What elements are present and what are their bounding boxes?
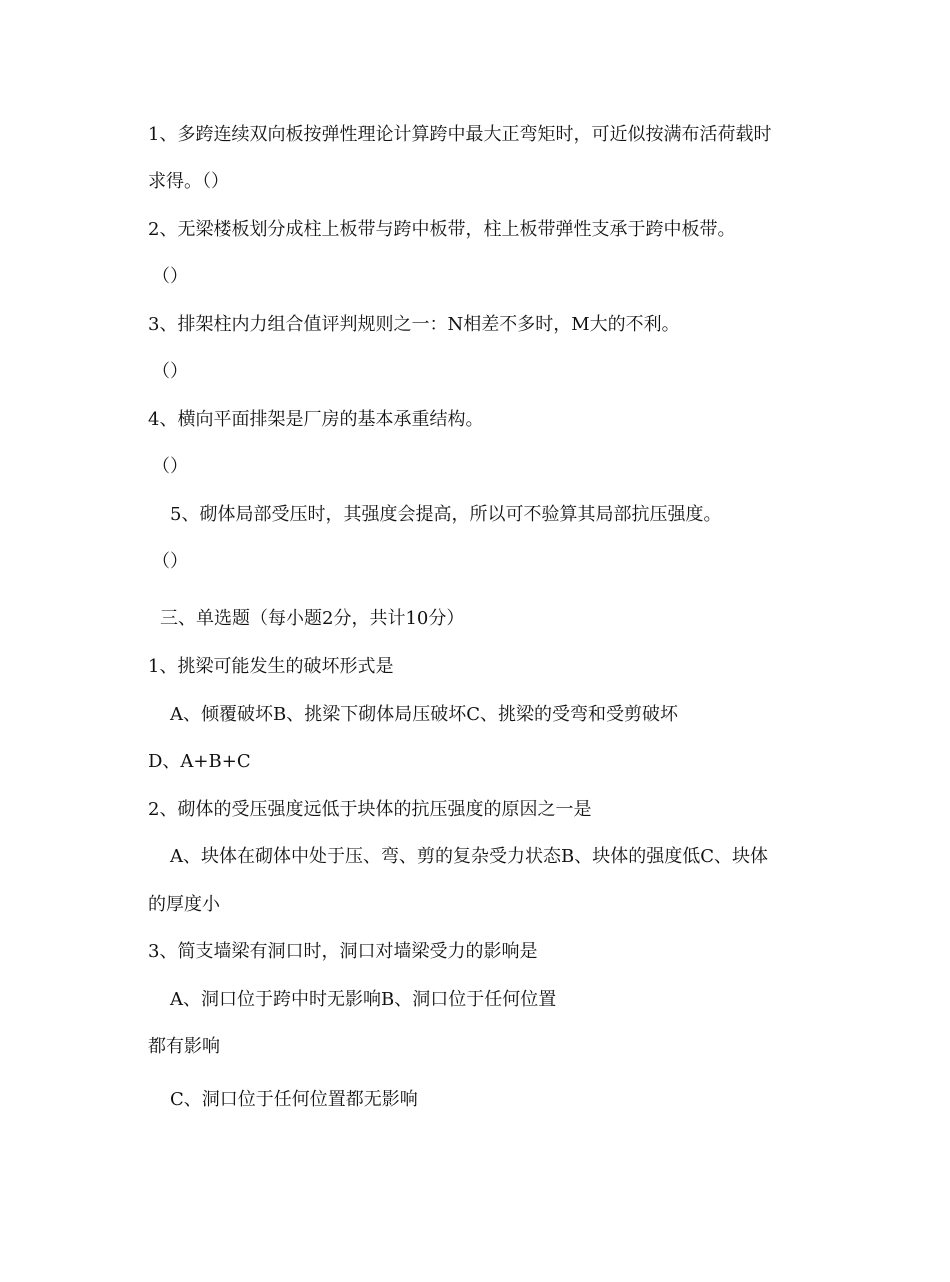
tf-q1-line2: 求得。（） (148, 171, 229, 192)
tf-q2-answer: （） (152, 266, 188, 287)
tf-q1-line1: 1、多跨连续双向板按弹性理论计算跨中最大正弯矩时，可近似按满布活荷载时 (148, 124, 772, 145)
mc-q1-stem: 1、挑梁可能发生的破坏形式是 (148, 656, 394, 677)
mc-q3-options-cont: 都有影响 (148, 1036, 220, 1057)
mc-q2-options: A、块体在砌体中处于压、弯、剪的复杂受力状态B、块体的强度低C、块体 (170, 846, 768, 867)
tf-q3-answer: （） (152, 361, 188, 382)
mc-q2-options-cont: 的厚度小 (148, 894, 220, 915)
mc-q2-stem: 2、砌体的受压强度远低于块体的抗压强度的原因之一是 (148, 799, 592, 820)
tf-q3-line1: 3、排架柱内力组合值评判规则之一：N相差不多时，M大的不利。 (148, 314, 680, 335)
mc-q1-options: A、倾覆破坏B、挑梁下砌体局压破坏C、挑梁的受弯和受剪破坏 (170, 704, 678, 725)
mc-q3-stem: 3、简支墙梁有洞口时，洞口对墙梁受力的影响是 (148, 941, 538, 962)
tf-q4-line1: 4、横向平面排架是厂房的基本承重结构。 (148, 409, 484, 430)
mc-q3-options: A、洞口位于跨中时无影响B、洞口位于任何位置 (170, 989, 557, 1010)
tf-q5-line1: 5、砌体局部受压时，其强度会提高，所以可不验算其局部抗压强度。 (170, 504, 722, 525)
tf-q4-answer: （） (152, 456, 188, 477)
mc-q1-option-d: D、A+B+C (148, 751, 251, 772)
tf-q2-line1: 2、无梁楼板划分成柱上板带与跨中板带，柱上板带弹性支承于跨中板带。 (148, 219, 736, 240)
mc-q3-option-c: C、洞口位于任何位置都无影响 (170, 1089, 418, 1110)
tf-q5-answer: （） (152, 551, 188, 572)
section-heading: 三、单选题（每小题2分，共计10分） (160, 608, 465, 629)
